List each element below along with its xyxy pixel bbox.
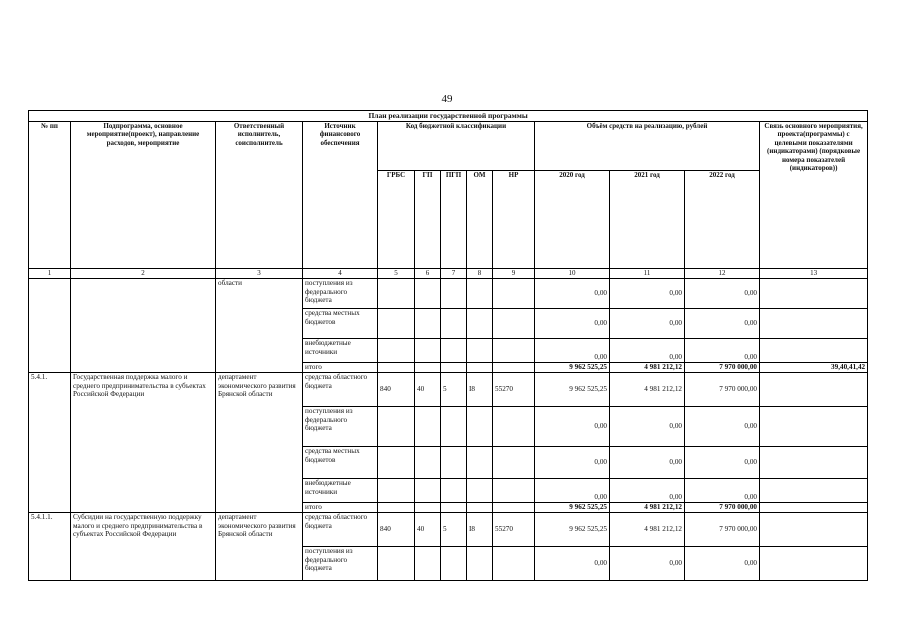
value-2022: 0,00	[685, 479, 760, 503]
header-om: ОМ	[467, 171, 493, 269]
value-2021: 4 981 212,12	[610, 373, 685, 407]
total-2022: 7 970 000,00	[685, 503, 760, 513]
column-number: 4	[303, 269, 378, 279]
header-pgp: ПГП	[441, 171, 467, 269]
value-2022: 0,00	[685, 279, 760, 309]
header-number: № пп	[29, 122, 71, 269]
value-2021: 0,00	[610, 547, 685, 581]
total-2022: 7 970 000,00	[685, 363, 760, 373]
header-2021: 2021 год	[610, 171, 685, 269]
code-gp: 40	[415, 513, 441, 547]
value-2021: 0,00	[610, 309, 685, 339]
column-number: 8	[467, 269, 493, 279]
column-number: 9	[493, 269, 535, 279]
row-number-cell	[29, 279, 71, 373]
value-2020: 0,00	[535, 479, 610, 503]
code-om: I8	[467, 373, 493, 407]
code-grbs: 840	[378, 373, 415, 407]
column-number: 3	[216, 269, 303, 279]
header-program: Подпрограмма, основное мероприятие(проект), направление расходов, мероприятие	[71, 122, 216, 269]
code-pgp: 5	[441, 373, 467, 407]
executor-cell: департамент экономического развития Брянской области	[216, 373, 303, 513]
value-2022: 0,00	[685, 407, 760, 447]
source-federal: поступления из федерального бюджета	[303, 547, 378, 581]
value-2022: 7 970 000,00	[685, 513, 760, 547]
total-2021: 4 981 212,12	[610, 363, 685, 373]
value-2021: 0,00	[610, 279, 685, 309]
source-local: средства местных бюджетов	[303, 447, 378, 479]
table-title: План реализации государственной программы	[29, 111, 868, 122]
total-2021: 4 981 212,12	[610, 503, 685, 513]
executor-cell: области	[216, 279, 303, 373]
column-number: 10	[535, 269, 610, 279]
source-extrabudgetary: внебюджетные источники	[303, 339, 378, 363]
code-nr: 55270	[493, 373, 535, 407]
value-2021: 0,00	[610, 339, 685, 363]
source-extrabudgetary: внебюджетные источники	[303, 479, 378, 503]
row-number-cell: 5.4.1.	[29, 373, 71, 513]
page-number: 49	[441, 93, 453, 105]
code-nr: 55270	[493, 513, 535, 547]
code-om: I8	[467, 513, 493, 547]
value-2020: 9 962 525,25	[535, 513, 610, 547]
code-gp: 40	[415, 373, 441, 407]
executor-cell: департамент экономического развития Брянской области	[216, 513, 303, 581]
value-2020: 0,00	[535, 447, 610, 479]
header-grbs: ГРБС	[378, 171, 415, 269]
header-gp: ГП	[415, 171, 441, 269]
value-2022: 0,00	[685, 547, 760, 581]
row-number-cell: 5.4.1.1.	[29, 513, 71, 581]
value-2022: 7 970 000,00	[685, 373, 760, 407]
value-2022: 0,00	[685, 309, 760, 339]
header-funds: Объём средств на реализацию, рублей	[535, 122, 760, 171]
value-2020: 0,00	[535, 279, 610, 309]
column-number: 12	[685, 269, 760, 279]
source-regional: средства областного бюджета	[303, 373, 378, 407]
value-2020: 9 962 525,25	[535, 373, 610, 407]
code-grbs: 840	[378, 513, 415, 547]
header-budget-codes: Код бюджетной классификации	[378, 122, 535, 171]
value-2021: 0,00	[610, 479, 685, 503]
source-regional: средства областного бюджета	[303, 513, 378, 547]
source-total: итого	[303, 363, 378, 373]
code-pgp: 5	[441, 513, 467, 547]
indicator-link: 39,40,41,42	[760, 363, 868, 373]
value-2022: 0,00	[685, 339, 760, 363]
value-2020: 0,00	[535, 407, 610, 447]
header-nr: НР	[493, 171, 535, 269]
value-2020: 0,00	[535, 339, 610, 363]
source-federal: поступления из федерального бюджета	[303, 407, 378, 447]
source-federal: поступления из федерального бюджета	[303, 279, 378, 309]
value-2022: 0,00	[685, 447, 760, 479]
header-2020: 2020 год	[535, 171, 610, 269]
value-2020: 0,00	[535, 309, 610, 339]
header-source: Источник финансового обеспечения	[303, 122, 378, 269]
column-number: 6	[415, 269, 441, 279]
total-2020: 9 962 525,25	[535, 503, 610, 513]
column-number: 13	[760, 269, 868, 279]
value-2021: 0,00	[610, 447, 685, 479]
header-executor: Ответственный исполнитель, соисполнитель	[216, 122, 303, 269]
header-link: Связь основного мероприятия, проекта(программы) с целевыми показателями (индикаторами) (порядковые номера показателей (индикаторов))	[760, 122, 868, 269]
column-number: 2	[71, 269, 216, 279]
program-plan-table	[28, 110, 868, 581]
source-total: итого	[303, 503, 378, 513]
program-name-cell: Субсидии на государственную поддержку малого и среднего предпринимательства в субъектах Российской Федерации	[71, 513, 216, 581]
column-number: 1	[29, 269, 71, 279]
column-number: 11	[610, 269, 685, 279]
column-number: 5	[378, 269, 415, 279]
source-local: средства местных бюджетов	[303, 309, 378, 339]
column-number: 7	[441, 269, 467, 279]
value-2021: 4 981 212,12	[610, 513, 685, 547]
value-2020: 0,00	[535, 547, 610, 581]
value-2021: 0,00	[610, 407, 685, 447]
header-2022: 2022 год	[685, 171, 760, 269]
program-name-cell	[71, 279, 216, 373]
total-2020: 9 962 525,25	[535, 363, 610, 373]
program-name-cell: Государственная поддержка малого и среднего предпринимательства в субъектах Российской Федерации	[71, 373, 216, 513]
